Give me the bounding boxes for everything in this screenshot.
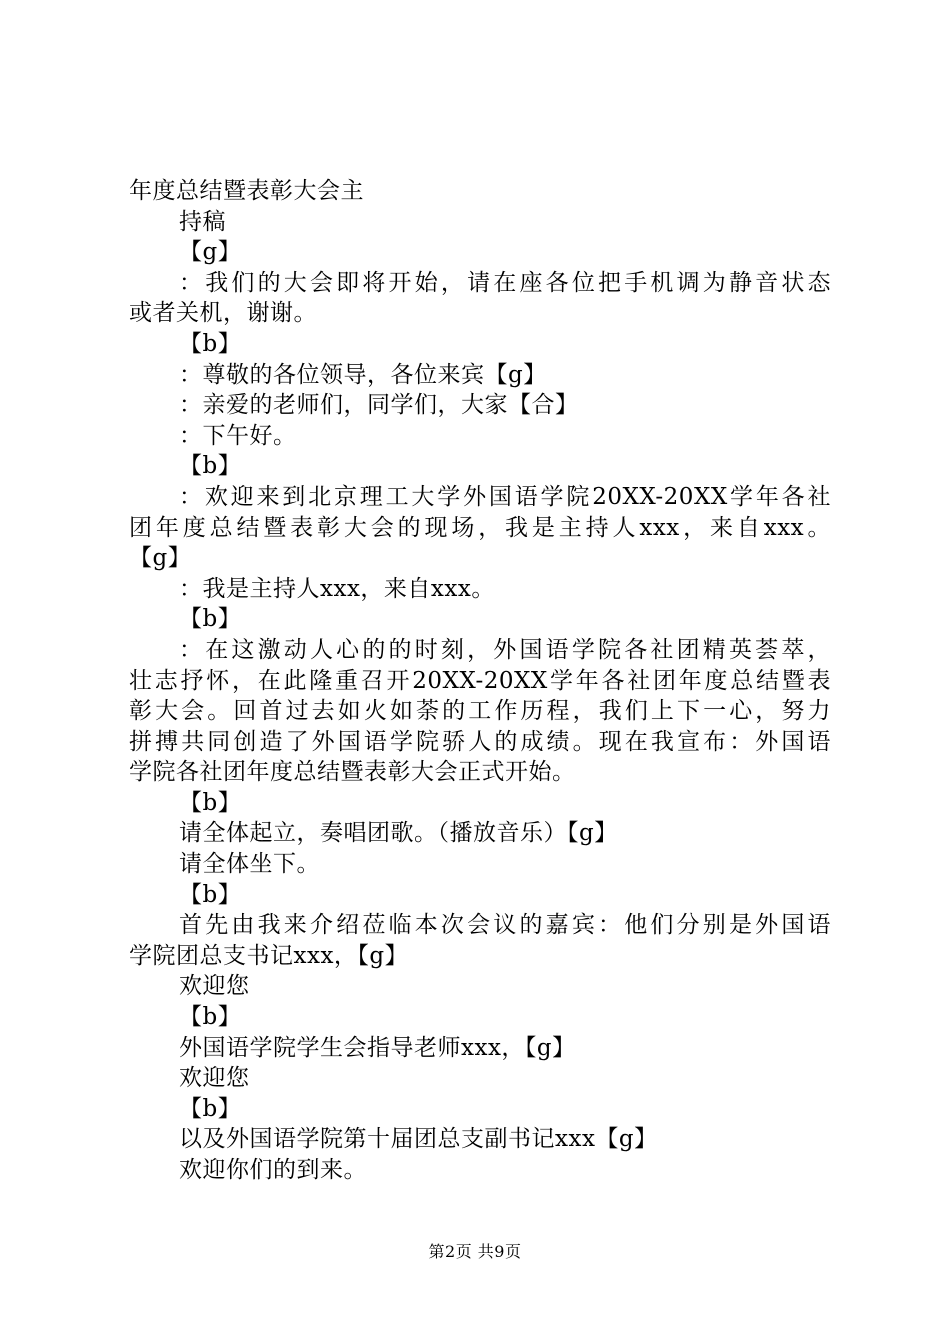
text-line: 外国语学院学生会指导老师xxx，【g】 — [179, 1034, 576, 1061]
text-line: 请全体起立，奏唱团歌。（播放音乐）【g】 — [179, 820, 618, 847]
text-line: ：尊敬的各位领导，各位来宾【g】 — [179, 361, 547, 388]
text-line: 请全体坐下。 — [179, 851, 320, 878]
text-line: 欢迎您 — [179, 1065, 250, 1092]
text-line: ：亲爱的老师们，同学们，大家【合】 — [179, 392, 579, 419]
text-line: 持稿 — [179, 208, 226, 235]
text-line: 彰大会。回首过去如火如荼的工作历程，我们上下一心，努力 — [129, 698, 831, 725]
text-line: 以及外国语学院第十届团总支副书记xxx【g】 — [179, 1126, 658, 1153]
text-line: ：欢迎来到北京理工大学外国语学院20XX-20XX学年各社 — [179, 483, 831, 510]
text-line: 团年度总结暨表彰大会的现场，我是主持人xxx，来自xxx。 — [129, 514, 831, 541]
text-line: 【b】 — [179, 453, 242, 480]
text-line: 【b】 — [179, 881, 242, 908]
text-line: ：我们的大会即将开始，请在座各位把手机调为静音状态 — [179, 269, 831, 296]
text-line: 【b】 — [179, 789, 242, 816]
text-line: 【b】 — [179, 330, 242, 357]
text-line: ：下午好。 — [179, 422, 297, 449]
text-line: ：在这激动人心的的时刻，外国语学院各社团精英荟萃， — [179, 636, 831, 663]
text-line: 【b】 — [179, 606, 242, 633]
text-line: 或者关机，谢谢。 — [129, 300, 317, 327]
document-body — [129, 176, 831, 1186]
text-line: 壮志抒怀，在此隆重召开20XX-20XX学年各社团年度总结暨表 — [129, 667, 831, 694]
text-line: 欢迎你们的到来。 — [179, 1157, 367, 1183]
text-line: ：我是主持人xxx，来自xxx。 — [179, 575, 495, 602]
text-line: 学院各社团年度总结暨表彰大会正式开始。 — [129, 759, 576, 786]
text-line: 【g】 — [179, 239, 242, 266]
text-line: 欢迎您 — [179, 973, 250, 1000]
text-line: 学院团总支书记xxx，【g】 — [129, 942, 409, 969]
text-line: 首先由我来介绍莅临本次会议的嘉宾：他们分别是外国语 — [179, 912, 831, 939]
page-footer: 第2页 共9页 — [428, 1242, 522, 1261]
text-line: 拼搏共同创造了外国语学院骄人的成绩。现在我宣布：外国语 — [129, 728, 831, 755]
text-line: 年度总结暨表彰大会主 — [129, 178, 364, 204]
text-line: 【g】 — [129, 545, 192, 572]
text-line: 【b】 — [179, 1004, 242, 1031]
text-line: 【b】 — [179, 1095, 242, 1122]
